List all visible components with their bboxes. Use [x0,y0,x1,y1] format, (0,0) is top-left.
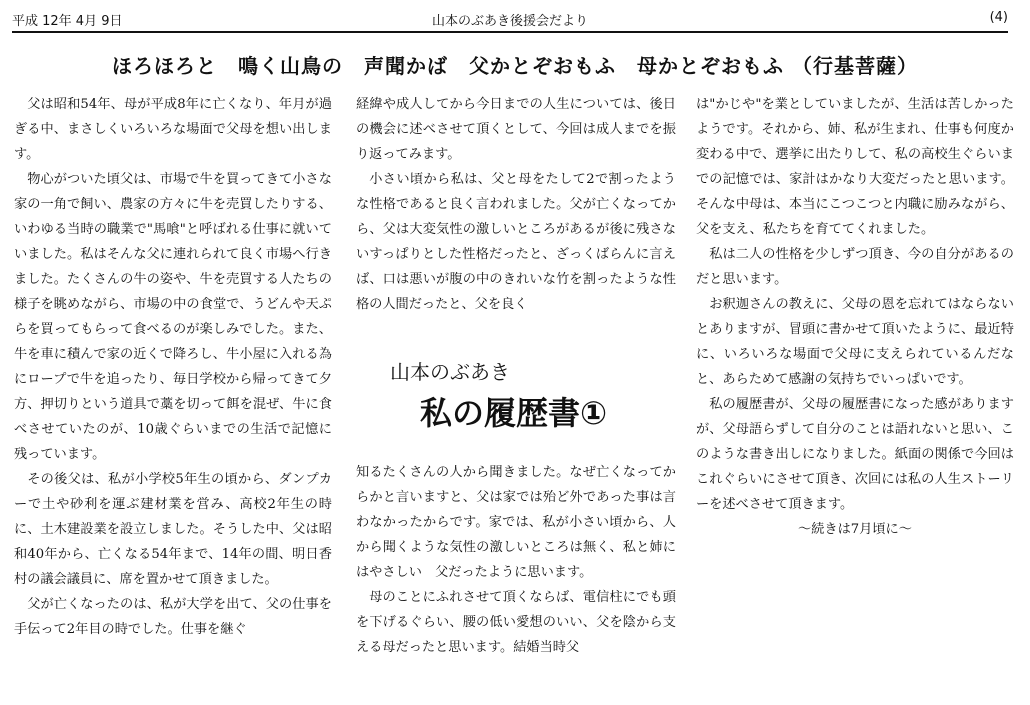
author-name: 山本のぶあき [390,360,510,384]
paragraph: その後父は、私が小学校5年生の頃から、ダンプカーで土や砂利を運ぶ建材業を営み、高校2年生の時に、土木建設業を設立しました。そうした中、父は昭和40年から、亡くなる54年まで、14年の間、明日香村の議会議員に、席を置かせて頂きました。 [14,472,332,587]
article-column-1 [14,92,332,642]
paragraph: は"かじや"を業としていましたが、生活は苦しかったようです。それから、姉、私が生まれ、仕事も何度か変わる中で、選挙に出たりして、私の高校生ぐらいまでの記憶では、家計はかなり大変だったと思います。そんな中母は、本当にこつこつと内職に励みながら、父を支え、私たちを育ててくれました。 [696,97,1014,237]
header-rule [12,31,1008,33]
paragraph: お釈迦さんの教えに、父母の恩を忘れてはならないとありますが、冒頭に書かせて頂いたように、最近特に、いろいろな場面で父母に支えられているんだなと、あらためて感謝の気持ちでいっぱいです。 [696,297,1014,387]
poem-author: （行基菩薩） [791,54,918,78]
paragraph: 父は昭和54年、母が平成8年に亡くなり、年月が過ぎる中、まさしくいろいろな場面で父母を想い出します。 [14,97,332,162]
paragraph: 私は二人の性格を少しずつ頂き、今の自分があるのだと思います。 [696,247,1014,287]
article-title-block [356,350,676,440]
article-title: 私の履歴書① [420,394,608,432]
article-column-3 [696,92,1014,542]
paragraph: 知るたくさんの人から聞きました。なぜ亡くなってからかと言いますと、父は家では殆ど外であった事は言わなかったからです。家では、私が小さい頃から、人から聞くような気性の激しいところは無く、私と姉にはやさしい 父だったように思います。 [356,465,676,580]
page-number: (4) [989,10,1008,25]
poem-text: ほろほろと 鳴く山鳥の 声聞かば 父かとぞおもふ 母かとぞおもふ [112,54,785,78]
newsletter-title: 山本のぶあき後援会だより [431,14,588,29]
poem-heading [0,50,1030,79]
paragraph: 私の履歴書が、父母の履歴書になった感がありますが、父母語らずして自分のことは語れないと思い、このような書き出しになりました。紙面の関係で今回はこれぐらいにさせて頂き、次回には私の人生ストーリーを述べさせて頂きます。 [696,397,1014,512]
issue-date: 平成 12年 4月 9日 [12,14,123,29]
paragraph: 父が亡くなったのは、私が大学を出て、父の仕事を手伝って2年目の時でした。仕事を継ぐ [14,597,332,637]
paragraph: 物心がついた頃父は、市場で牛を買ってきて小さな家の一角で飼い、農家の方々に牛を売買したりする、いわゆる当時の職業で"馬喰"と呼ばれる仕事に就いていました。私はそんな父に連れられて良く市場へ行きました。たくさんの牛の姿や、牛を売買する人たちの様子を眺めながら、市場の中の食堂で、うどんや天ぷらを買ってもらって食べるのが楽しみでした。また、牛を車に積んで家の近くで降ろし、牛小屋に入れる為にロープで牛を追ったり、毎日学校から帰ってきて夕方、押切りという道具で藁を切って餌を混ぜ、牛に食べさせていたのが、10歳ぐらいまでの生活で記憶に残っています。 [14,172,332,462]
paragraph: 母のことにふれさせて頂くならば、電信柱にでも頭を下げるぐらい、腰の低い愛想のいい、父を陰から支える母だったと思います。結婚当時父 [356,590,676,655]
continued-note: ～続きは7月頃に～ [798,522,912,537]
article-column-2-bottom [356,460,676,660]
paragraph: 経緯や成人してから今日までの人生については、後日の機会に述べさせて頂くとして、今回は成人までを振り返ってみます。 [356,97,676,162]
page-header [12,8,1008,30]
paragraph: 小さい頃から私は、父と母をたして2で割ったような性格であると良く言われました。父が亡くなってから、父は大変気性の激しいところがあるが後に残さないすっぱりとした性格だったと、ざっくばらんに言えば、口は悪いが腹の中のきれいな竹を割ったような性格の人間だったと、父を良く [356,172,676,312]
article-column-2-top [356,92,676,317]
